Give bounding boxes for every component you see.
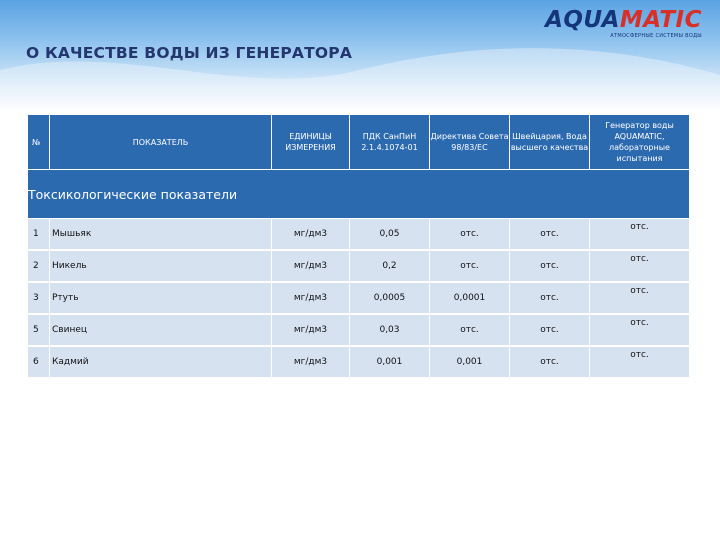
generator-value: отс.	[590, 346, 690, 378]
header-switzerland: Швейцария, Вода высшего качества	[510, 115, 590, 170]
indicator-name: Мышьяк	[50, 219, 272, 251]
row-number: 2	[28, 250, 50, 282]
directive-value: 0,001	[430, 346, 510, 378]
row-number: 3	[28, 282, 50, 314]
indicator-name: Свинец	[50, 314, 272, 346]
indicator-name: Ртуть	[50, 282, 272, 314]
unit-cell: мг/дм3	[272, 282, 350, 314]
sanpin-value: 0,05	[350, 219, 430, 251]
water-quality-table	[27, 114, 690, 379]
switzerland-value: отс.	[510, 346, 590, 378]
header-generator: Генератор воды AQUAMATIC, лабораторные испытания	[590, 115, 690, 170]
unit-cell: мг/дм3	[272, 250, 350, 282]
directive-value: отс.	[430, 219, 510, 251]
switzerland-value: отс.	[510, 314, 590, 346]
directive-value: отс.	[430, 250, 510, 282]
sanpin-value: 0,2	[350, 250, 430, 282]
brand-logo	[545, 8, 702, 39]
header-directive: Директива Совета 98/83/ЕС	[430, 115, 510, 170]
header-sanpin: ПДК СанПиН 2.1.4.1074-01	[350, 115, 430, 170]
table-row	[28, 250, 690, 282]
generator-value: отс.	[590, 219, 690, 251]
directive-value: отс.	[430, 314, 510, 346]
sanpin-value: 0,0005	[350, 282, 430, 314]
table-body	[28, 219, 690, 379]
table-row	[28, 282, 690, 314]
section-title: Токсикологические показатели	[28, 170, 690, 219]
generator-value: отс.	[590, 250, 690, 282]
switzerland-value: отс.	[510, 219, 590, 251]
switzerland-value: отс.	[510, 250, 590, 282]
unit-cell: мг/дм3	[272, 314, 350, 346]
generator-value: отс.	[590, 314, 690, 346]
table-header	[28, 115, 690, 170]
sanpin-value: 0,03	[350, 314, 430, 346]
unit-cell: мг/дм3	[272, 346, 350, 378]
unit-cell: мг/дм3	[272, 219, 350, 251]
table-row	[28, 219, 690, 251]
header-indicator: ПОКАЗАТЕЛЬ	[50, 115, 272, 170]
row-number: 6	[28, 346, 50, 378]
switzerland-value: отс.	[510, 282, 590, 314]
sanpin-value: 0,001	[350, 346, 430, 378]
table-row	[28, 346, 690, 378]
directive-value: 0,0001	[430, 282, 510, 314]
table-row	[28, 314, 690, 346]
generator-value: отс.	[590, 282, 690, 314]
row-number: 1	[28, 219, 50, 251]
indicator-name: Никель	[50, 250, 272, 282]
logo-wordmark: AQUAMATIC	[545, 7, 702, 33]
page-title: О КАЧЕСТВЕ ВОДЫ ИЗ ГЕНЕРАТОРА	[26, 44, 353, 62]
logo-tagline: АТМОСФЕРНЫЕ СИСТЕМЫ ВОДЫ	[610, 33, 702, 39]
section-header	[28, 170, 690, 219]
header-number: №	[28, 115, 50, 170]
row-number: 5	[28, 314, 50, 346]
indicator-name: Кадмий	[50, 346, 272, 378]
header-units: ЕДИНИЦЫ ИЗМЕРЕНИЯ	[272, 115, 350, 170]
